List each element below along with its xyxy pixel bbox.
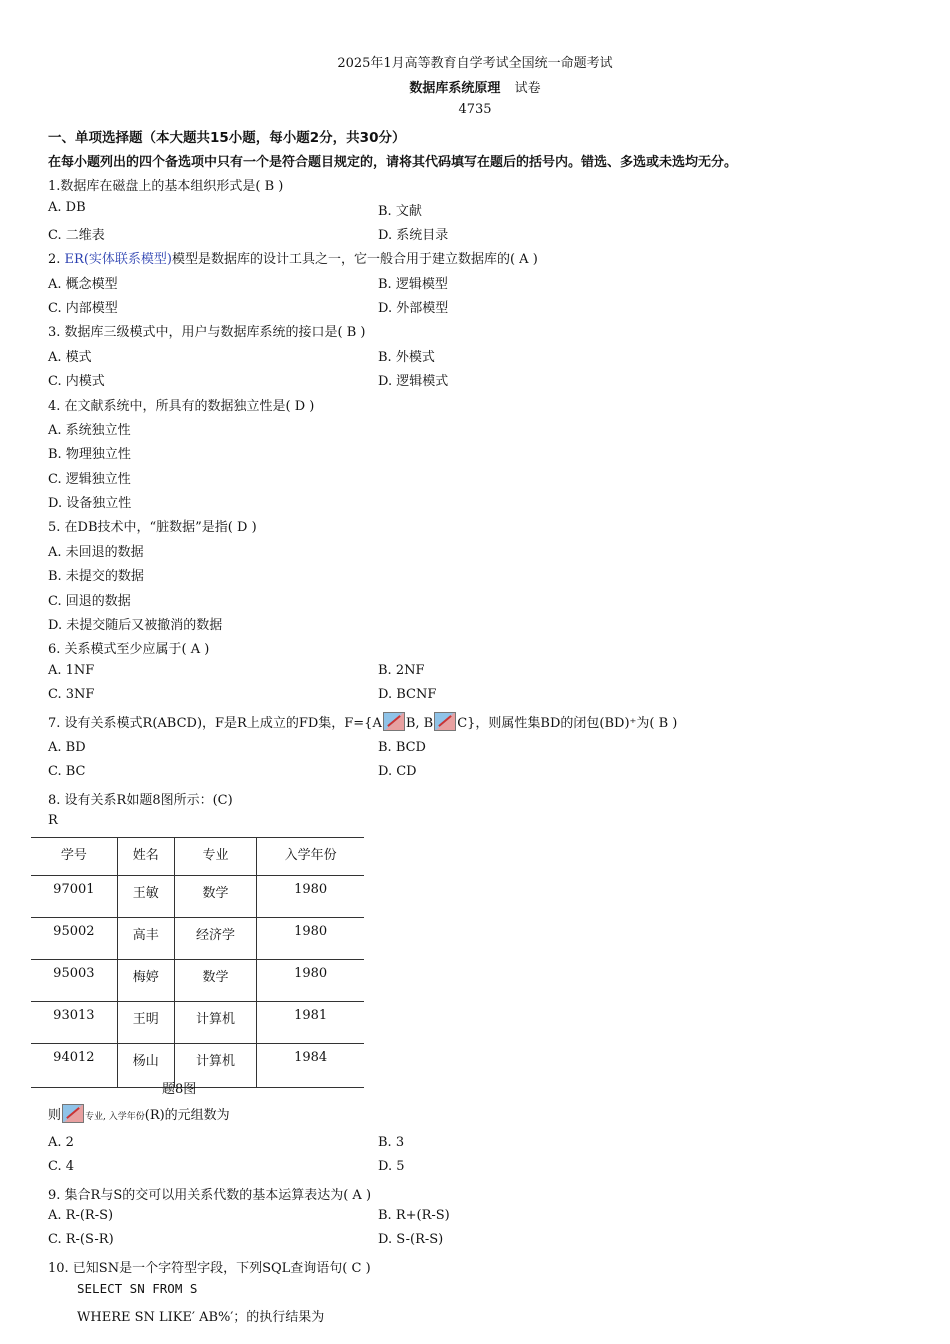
projection-symbol-icon	[62, 1104, 84, 1123]
question-6: 6. 关系模式至少应属于( A )	[48, 642, 210, 657]
q4-option-c: C. 逻辑独立性	[48, 472, 131, 487]
table-cell: 1980	[257, 918, 364, 960]
table-cell: 王明	[117, 1002, 174, 1044]
table-cell: 97001	[31, 876, 117, 918]
question-10: 10. 已知SN是一个字符型字段，下列SQL查询语句( C )	[48, 1261, 371, 1276]
q2-option-a: A. 概念模型	[48, 277, 118, 292]
table-cell: 计算机	[174, 1044, 257, 1088]
exam-title: 2025年1月高等教育自学考试全国统一命题考试	[337, 56, 613, 71]
q5-option-c: C. 回退的数据	[48, 594, 131, 609]
q5-option-a: A. 未回退的数据	[48, 545, 144, 560]
table-header-row	[31, 838, 364, 876]
q6-option-c: C. 3NF	[48, 687, 95, 702]
q9-option-c: C. R-(S-R)	[48, 1232, 114, 1247]
q4-option-d: D. 设备独立性	[48, 496, 132, 511]
arrow-formula-icon	[383, 712, 405, 731]
table-cell: 1980	[257, 876, 364, 918]
q1-option-b: B. 文献	[378, 204, 422, 219]
q2-prefix: 2.	[48, 252, 65, 267]
q3-option-d: D. 逻辑模式	[378, 374, 449, 389]
table-cell: 1984	[257, 1044, 364, 1088]
q8-option-a: A. 2	[48, 1135, 74, 1150]
q8-option-d: D. 5	[378, 1159, 405, 1174]
table-cell: 梅婷	[117, 960, 174, 1002]
q4-option-b: B. 物理独立性	[48, 447, 131, 462]
sql-line-2: WHERE SN LIKE′ AB%′；的执行结果为	[77, 1310, 325, 1325]
relation-r-table	[31, 837, 364, 1088]
q7-option-a: A. BD	[48, 740, 86, 755]
projection-subscript: 专业, 入学年份	[85, 1112, 145, 1122]
q5-option-d: D. 未提交随后又被撤消的数据	[48, 618, 223, 633]
q7-part1: 7. 设有关系模式R(ABCD)，F是R上成立的FD集，F={A	[48, 716, 382, 731]
q9-option-d: D. S-(R-S)	[378, 1232, 444, 1247]
table-row	[31, 1044, 364, 1088]
table-cell: 数学	[174, 960, 257, 1002]
table-row	[31, 960, 364, 1002]
q7-part2: B, B	[405, 716, 434, 731]
sql-line-1: SELECT SN FROM S	[77, 1281, 198, 1296]
q2-option-c: C. 内部模型	[48, 301, 118, 316]
q6-option-d: D. BCNF	[378, 687, 437, 702]
section-instruction: 在每小题列出的四个备选项中只有一个是符合题目规定的，请将其代码填写在题后的括号内。错选、多选或未选均无分。	[48, 155, 738, 170]
question-2	[48, 248, 538, 267]
table-header-cell: 专业	[174, 838, 257, 876]
q2-rest: 模型是数据库的设计工具之一，它一般合用于建立数据库的( A )	[171, 252, 538, 267]
question-4: 4. 在文献系统中，所具有的数据独立性是( D )	[48, 399, 315, 414]
subject-name: 数据库系统原理	[409, 81, 501, 96]
q5-option-b: B. 未提交的数据	[48, 569, 144, 584]
q7-part3: C}，则属性集BD的闭包(BD)⁺为( B )	[457, 716, 678, 731]
q4-option-a: A. 系统独立性	[48, 423, 131, 438]
table-cell: 95002	[31, 918, 117, 960]
table-cell: 93013	[31, 1002, 117, 1044]
question-3: 3. 数据库三级模式中，用户与数据库系统的接口是( B )	[48, 325, 366, 340]
q2-option-b: B. 逻辑模型	[378, 277, 448, 292]
question-7	[48, 712, 677, 731]
table-cell: 高丰	[117, 918, 174, 960]
q3-option-b: B. 外模式	[378, 350, 435, 365]
course-code: 4735	[458, 102, 492, 117]
subject-line	[0, 77, 950, 96]
question-8: 8. 设有关系R如题8图所示：(C)	[48, 793, 233, 808]
table-header-cell: 学号	[31, 838, 117, 876]
q8-option-b: B. 3	[378, 1135, 405, 1150]
q7-option-c: C. BC	[48, 764, 86, 779]
q1-option-a: A. DB	[48, 200, 86, 215]
question-9: 9. 集合R与S的交可以用关系代数的基本运算表达为( A )	[48, 1188, 372, 1203]
q7-option-b: B. BCD	[378, 740, 426, 755]
relation-name: R	[48, 813, 58, 828]
q3-option-a: A. 模式	[48, 350, 92, 365]
table-cell: 数学	[174, 876, 257, 918]
table-cell: 1981	[257, 1002, 364, 1044]
q7-option-d: D. CD	[378, 764, 417, 779]
table-row	[31, 1002, 364, 1044]
q6-option-a: A. 1NF	[48, 663, 95, 678]
section-title: 一、单项选择题（本大题共15小题，每小题2分，共30分）	[48, 130, 406, 146]
table-cell: 1980	[257, 960, 364, 1002]
q1-option-d: D. 系统目录	[378, 228, 449, 243]
table-header-cell: 入学年份	[257, 838, 364, 876]
paper-type: 试卷	[514, 81, 541, 96]
table-row	[31, 918, 364, 960]
table-row	[31, 876, 364, 918]
arrow-formula-icon	[434, 712, 456, 731]
question-1: 1.数据库在磁盘上的基本组织形式是( B )	[48, 179, 284, 194]
q8-option-c: C. 4	[48, 1159, 75, 1174]
q1-option-c: C. 二维表	[48, 228, 105, 243]
q8-projection-line	[48, 1104, 230, 1123]
table-cell: 95003	[31, 960, 117, 1002]
q2-option-d: D. 外部模型	[378, 301, 449, 316]
q3-option-c: C. 内模式	[48, 374, 105, 389]
table-cell: 王敏	[117, 876, 174, 918]
figure-caption: 题8图	[162, 1082, 197, 1097]
er-model-link[interactable]: ER(实体联系模型)	[64, 252, 172, 267]
table-cell: 杨山	[117, 1044, 174, 1088]
table-cell: 计算机	[174, 1002, 257, 1044]
table-cell: 94012	[31, 1044, 117, 1088]
table-cell: 经济学	[174, 918, 257, 960]
q8-then: 则	[48, 1108, 62, 1123]
q9-option-b: B. R+(R-S)	[378, 1208, 450, 1223]
question-5: 5. 在DB技术中，“脏数据”是指( D )	[48, 520, 257, 535]
q8-then-rest: (R)的元组数为	[144, 1108, 230, 1123]
q9-option-a: A. R-(R-S)	[48, 1208, 114, 1223]
q6-option-b: B. 2NF	[378, 663, 425, 678]
table-header-cell: 姓名	[117, 838, 174, 876]
